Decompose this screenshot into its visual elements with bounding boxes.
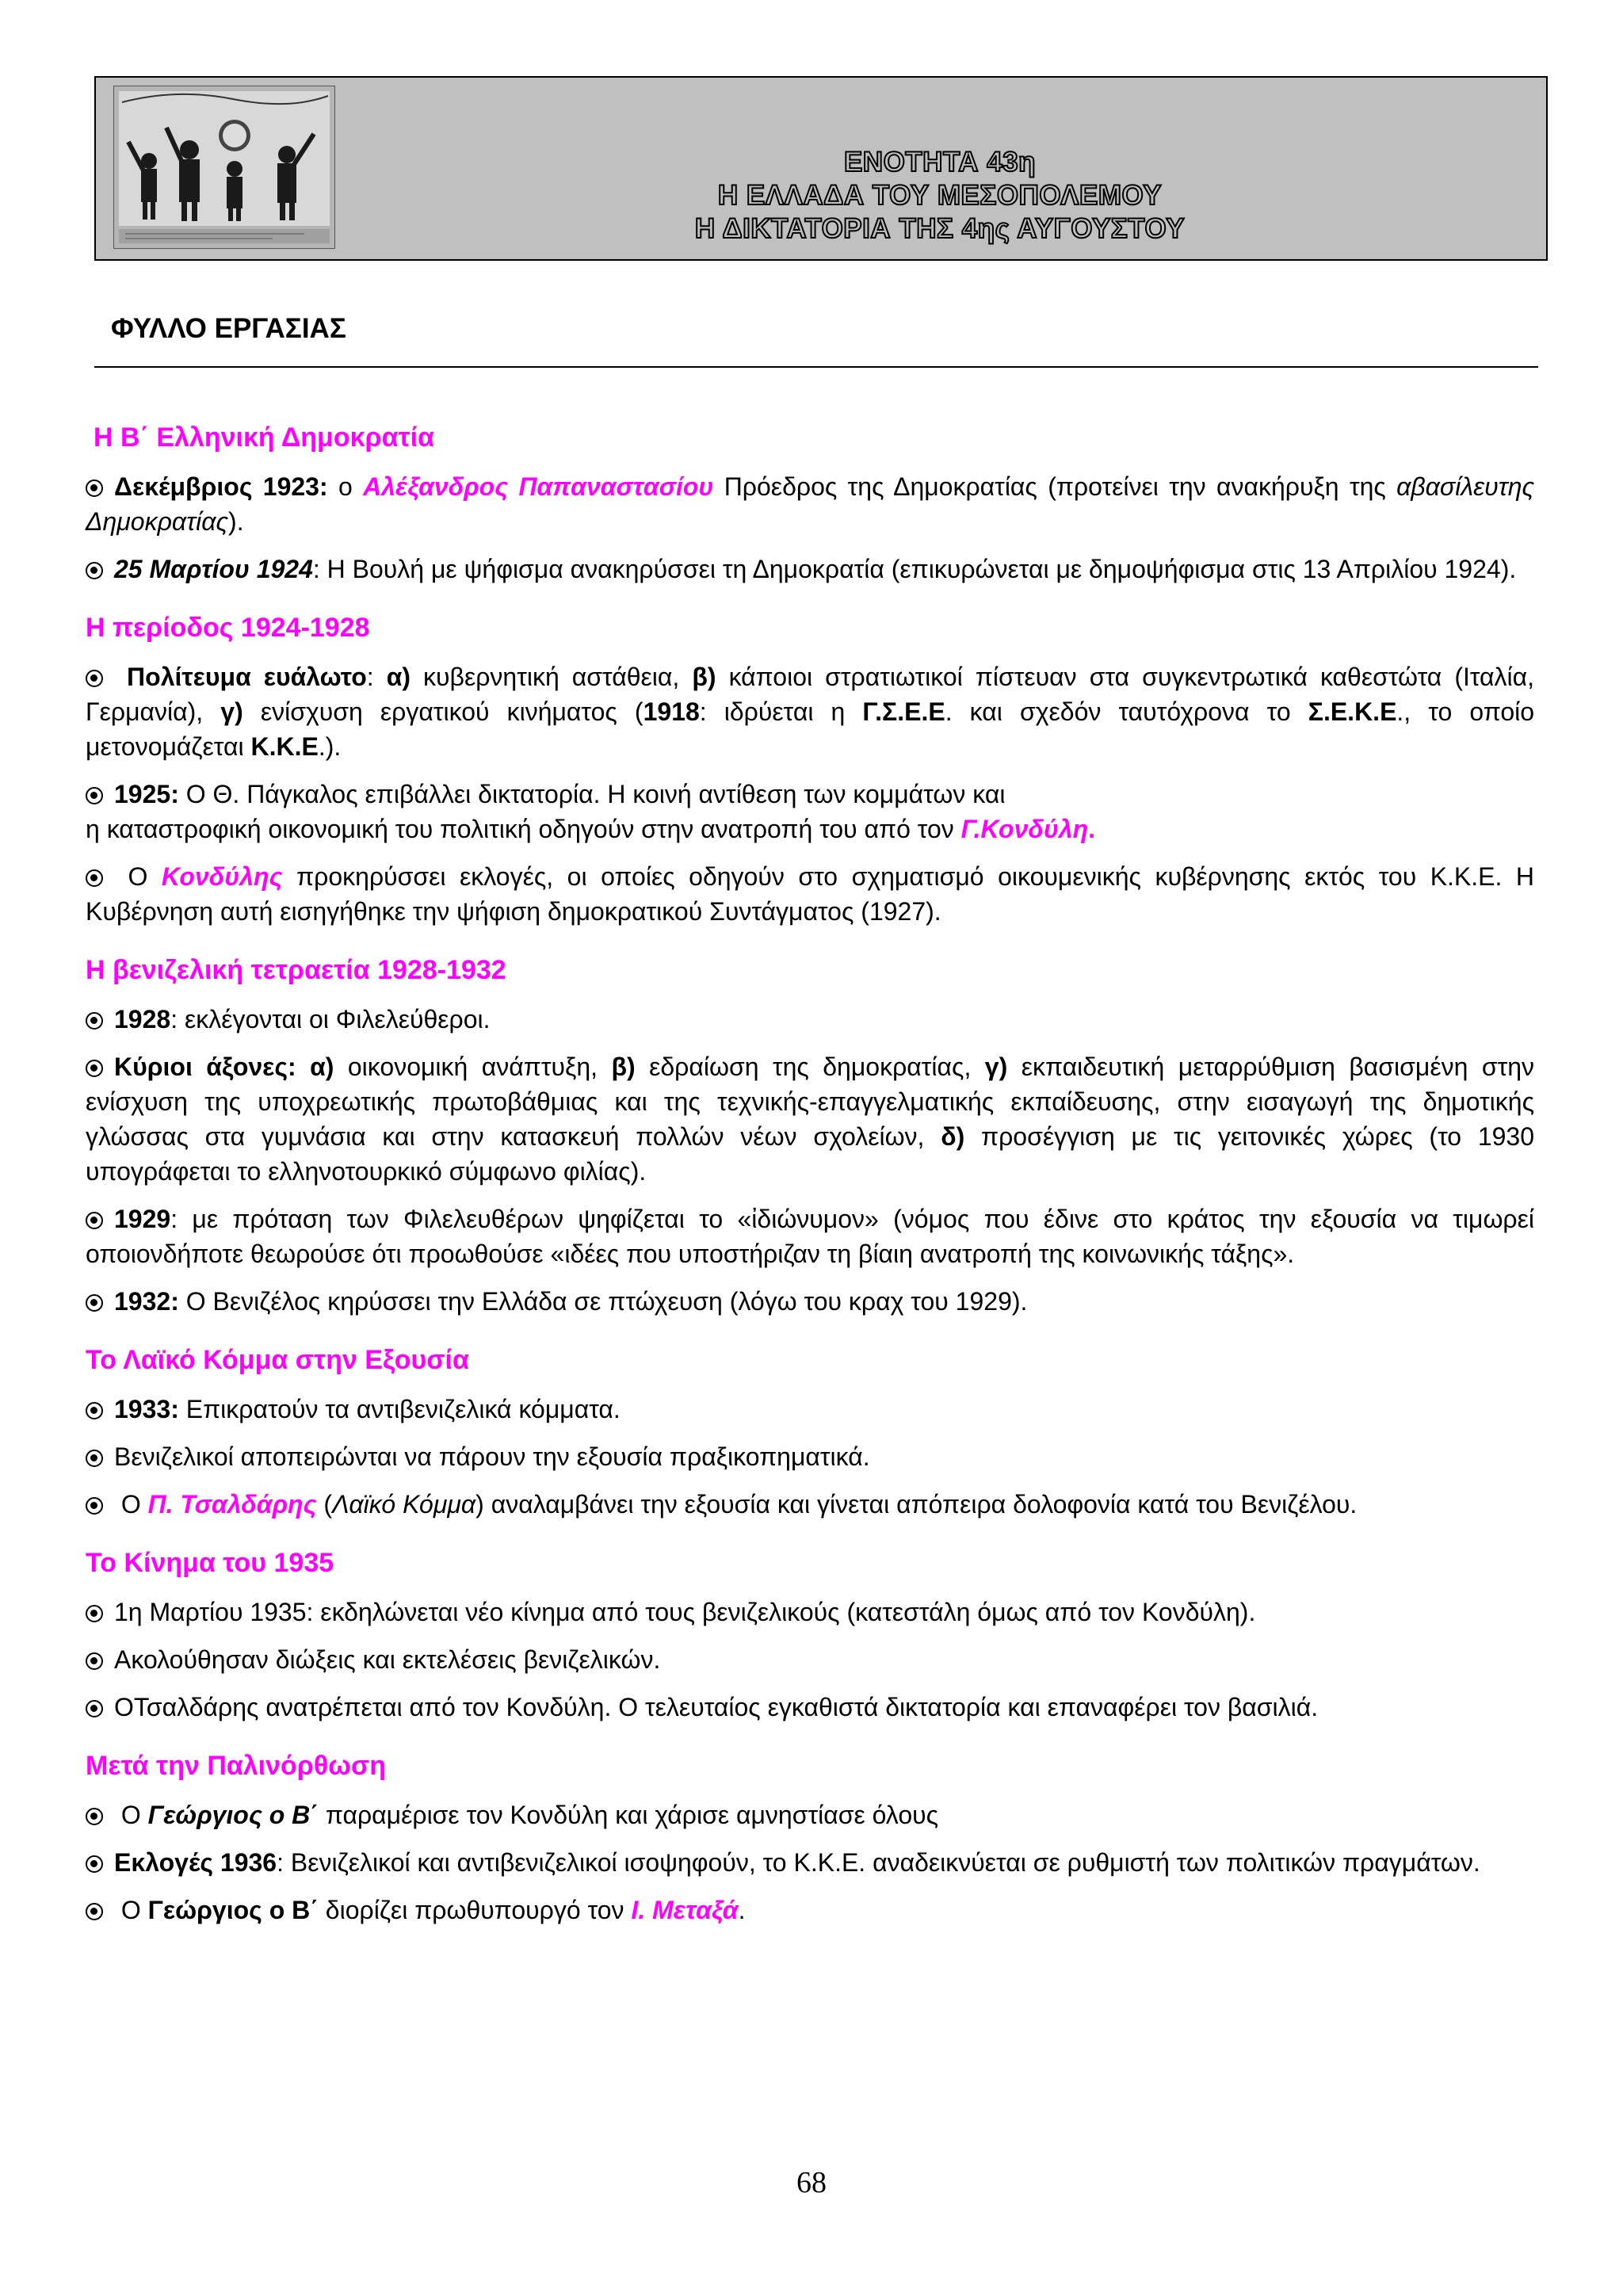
list-item [86,1439,1534,1474]
text: κυβερνητική αστάθεια, [411,663,693,691]
section-1935-movement [86,1545,1534,1725]
text: ). [228,507,244,536]
text: ( [316,1490,333,1519]
text: : Η Βουλή με ψήφισμα ανακηρύσσει τη Δημοκρατία (επικυρώνεται με δημοψήφισμα στις 13 Απριλίου 1924). [312,555,1517,583]
worksheet-content [86,420,1534,1951]
text: διορίζει πρωθυπουργό τον [318,1896,632,1924]
text: 1932: [114,1287,179,1316]
person-name: Κονδύλης [161,862,283,891]
text: 1933: [114,1395,179,1423]
text: Ακολούθησαν διώξεις και εκτελέσεις βενιζελικών. [114,1645,661,1674]
text: ) αναλαμβάνει την εξουσία και γίνεται απόπειρα δολοφονία κατά του Βενιζέλου. [475,1490,1358,1519]
text: 1918 [643,697,700,726]
text: Ο [114,1896,148,1924]
text: : [366,663,387,691]
text: Γ.Σ.Ε.Ε [862,697,945,726]
text: β) [692,663,716,691]
section-title: Η περίοδος 1924-1928 [86,613,370,643]
text: Εκλογές 1936 [114,1848,277,1877]
text: 1925: [114,780,179,808]
text: η καταστροφική οικονομική του πολιτική οδηγούν στην ανατροπή του από τον [86,815,961,843]
text: 1929 [114,1205,171,1233]
text: Κ.Κ.Ε [250,732,319,761]
text: κάποιοι στρατιωτικοί πίστευαν στα συγκεντρωτικά καθεστώτα (Ιταλία, Γερμανία), [86,663,1535,726]
text: Ο [114,862,162,891]
section-title: Η Β΄ Ελληνική Δημοκρατία [94,422,435,453]
list-item [86,777,1534,846]
section-peoples-party [86,1343,1534,1522]
bullet-icon [86,479,103,497]
text: ., το οποίο μετονομάζεται [86,697,1535,761]
text: εκπαιδευτική μεταρρύθμιση βασισμένη στην ενίσχυση της υποχρεωτικής πρωτοβάθμιας και της τεχνικής-επαγγελματικής εκπαίδευσης, στην εισαγωγή της δημοτικής γλώσσας στα γυμνάσια και στην κατασκευή πολλών νέων σχολείων, [86,1052,1535,1151]
list-item [86,1642,1534,1677]
text: Επικρατούν τα αντιβενιζελικά κόμματα. [178,1395,621,1423]
unit-subtopic: Η ΔΙΚΤΑΤΟΡΙΑ ΤΗΣ 4ης ΑΥΓΟΥΣΤΟΥ [694,213,1186,244]
person-name: Π. Τσαλδάρης [147,1490,317,1519]
historical-photo [113,86,335,249]
list-item [86,659,1534,764]
bullet-icon [86,1700,103,1717]
text: 1η Μαρτίου 1935: εκδηλώνεται νέο κίνημα από τους βενιζελικούς (κατεστάλη όμως από τον Κονδύλη). [114,1598,1256,1626]
text: Κύριοι άξονες: α) [114,1052,334,1081]
text: Λαϊκό Κόμμα [332,1490,476,1519]
section-title: Μετά την Παλινόρθωση [86,1751,386,1781]
text: Ο Θ. Πάγκαλος επιβάλλει δικτατορία. Η κοινή αντίθεση των κομμάτων και [178,780,1006,808]
page-number: 68 [796,2166,827,2199]
person-name: Γεώργιος ο Β΄ [147,1896,319,1924]
list-item [86,469,1534,539]
text: ενίσχυση εργατικού κινήματος ( [242,697,643,726]
section-title: Η βενιζελική τετραετία 1928-1932 [86,955,506,985]
text: 25 Μαρτίου 1924 [114,555,313,583]
section-second-republic [86,420,1534,586]
divider [94,366,1538,368]
text: Πολίτευμα ευάλωτο [127,663,367,691]
text: Σ.Ε.Κ.Ε [1308,697,1397,726]
text: α) [386,663,411,691]
bullet-icon [86,1497,103,1515]
list-item [86,1002,1534,1037]
person-name: Ι. Μεταξά [631,1896,739,1924]
text: . και σχεδόν ταυτόχρονα το [945,697,1308,726]
unit-title [334,146,1546,246]
bullet-icon [86,1012,103,1030]
bullet-icon [86,869,103,887]
text: : ιδρύεται η [699,697,863,726]
section-title: Το Κίνημα του 1935 [86,1548,334,1578]
bullet-icon [86,1605,103,1622]
bullet-icon [86,1808,103,1825]
list-item [86,1392,1534,1427]
text: Ο [114,1490,148,1519]
unit-topic: Η ΕΛΛΑΔΑ ΤΟΥ ΜΕΣΟΠΟΛΕΜΟΥ [717,180,1163,211]
list-item [86,1284,1534,1319]
text: Ο Βενιζέλος κηρύσσει την Ελλάδα σε πτώχευση (λόγω του κραχ του 1929). [178,1287,1028,1316]
person-name: Γεώργιος ο Β΄ [147,1801,319,1829]
header-banner [94,76,1548,261]
section-1924-1928 [86,610,1534,929]
section-venizelos-1928-1932 [86,953,1534,1319]
bullet-icon [86,1903,103,1920]
bullet-icon [86,1212,103,1229]
text: αβασίλευτης Δημοκρατίας [86,472,1535,536]
person-name: Αλέξανδρος Παπαναστασίου [363,472,714,501]
bullet-icon [86,1652,103,1670]
list-item [86,1487,1534,1522]
text: Δεκέμβριος 1923: [114,472,328,501]
text: . [1088,815,1096,843]
section-title: Το Λαϊκό Κόμμα στην Εξουσία [86,1345,469,1375]
person-name: Γ.Κονδύλη [960,815,1089,843]
bullet-icon [86,1402,103,1419]
bullet-icon [86,1060,103,1077]
text: γ) [220,697,243,726]
text: : με πρόταση των Φιλελευθέρων ψηφίζεται το «ἰδιώνυμον» (νόμος που έδινε στο κράτος την εξουσία να τιμωρεί οποιονδήποτε θεωρούσε ότι προωθούσε «ιδέες που υποστήριζαν τη βίαιη ανατροπή της κοινωνικής τάξης». [86,1205,1534,1268]
text: .). [318,732,342,761]
list-item [86,1845,1534,1880]
list-item [86,1201,1534,1271]
historical-photo-illustration [114,86,334,248]
list-item [86,1049,1534,1189]
list-item [86,859,1534,929]
text: 1928 [114,1005,171,1033]
text: δ) [941,1122,965,1151]
text: β) [611,1052,636,1081]
text: παραμέρισε τον Κονδύλη και χάρισε αμνηστίασε όλους [318,1801,939,1829]
text: . [738,1896,746,1924]
list-item [86,1690,1534,1725]
bullet-icon [86,787,103,804]
text: ΟΤσαλδάρης ανατρέπεται από τον Κονδύλη. Ο τελευταίος εγκαθιστά δικτατορία και επαναφέρει τον βασιλιά. [114,1693,1319,1721]
worksheet-label: ΦΥΛΛΟ ΕΡΓΑΣΙΑΣ [111,313,346,344]
bullet-icon [86,1450,103,1467]
list-item [86,552,1534,586]
text: προσέγγιση με τις γειτονικές χώρες (το 1930 υπογράφεται το ελληνοτουρκικό σύμφωνο φιλίας). [86,1122,1535,1186]
text: εδραίωση της δημοκρατίας, [635,1052,985,1081]
list-item [86,1893,1534,1927]
bullet-icon [86,1294,103,1312]
text: Βενιζελικοί αποπειρώνται να πάρουν την εξουσία πραξικοπηματικά. [114,1442,870,1471]
text: ο [327,472,364,501]
text: Πρόεδρος της Δημοκρατίας (προτείνει την ανακήρυξη της [713,472,1397,501]
text: Ο [114,1801,148,1829]
bullet-icon [86,670,103,687]
list-item [86,1595,1534,1629]
list-item [86,1797,1534,1832]
text: : εκλέγονται οι Φιλελεύθεροι. [170,1005,491,1033]
text: γ) [984,1052,1008,1081]
section-restoration [86,1748,1534,1927]
bullet-icon [86,1855,103,1873]
text: : Βενιζελικοί και αντιβενιζελικοί ισοψηφούν, το Κ.Κ.Ε. αναδεικνύεται σε ρυθμιστή των πολιτικών πραγμάτων. [277,1848,1480,1877]
text: οικονομική ανάπτυξη, [334,1052,612,1081]
unit-number: ΕΝΟΤΗΤΑ 43η [843,147,1037,178]
bullet-icon [86,562,103,579]
text: προκηρύσσει εκλογές, οι οποίες οδηγούν στο σχηματισμό οικουμενικής κυβέρνησης εκτός του Κ.Κ.Ε. Η Κυβέρνηση αυτή εισηγήθηκε την ψήφιση δημοκρατικού Συντάγματος (1927). [86,862,1534,926]
